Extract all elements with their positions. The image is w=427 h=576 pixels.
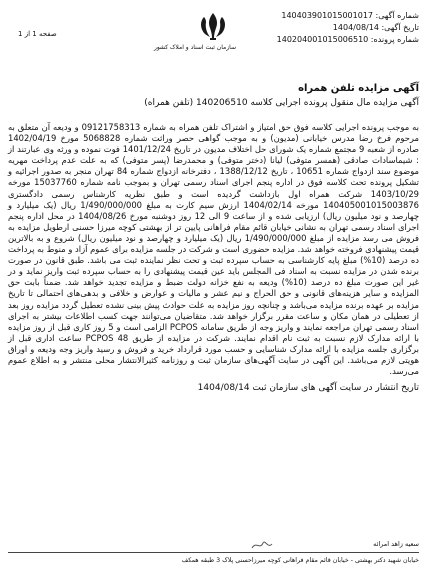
notice-title: آگهی مزایده تلفن همراه <box>298 83 419 94</box>
signer-name: سعیه زاهد امرائه <box>373 540 419 548</box>
emblem-block <box>153 10 236 54</box>
notice-date: تاریخ آگهی: 1404/08/14 <box>332 23 419 32</box>
publish-date: تاریخ انتشار در سایت آگهی های سازمان ثبت 1404/08/14 <box>197 383 419 393</box>
notice-body: به موجب پرونده اجرایی کلاسه فوق حق امتیاز و اشتراک تلفن همراه به شماره 09121758313 و ودیعه آن متعلق به مرحوم فرخ رضا مدرس خیابانی (مدیون) و به موجب گواهی حصر وراثت شماره 5068828 مورخ 1402/04/19 صادره از شعبه 9 مجتمع شماره یک شورای حل اختلاف مدیون در تاریخ 1401/12/24 فوت نموده و ورثه وی عبارتند از : شیماسادات صادقی (همسر متوفی) لیانا (دختر متوفی) و محمدرضا (پسر متوفی) که به علت عدم پرداخت مهریه موضوع سند ازدواج شماره 10651 ، تاریخ 1388/12/12 ، دفترخانه ازدواج شماره 84 تهران منجر به صدور اجرائیه و تشکیل پرونده تحت کلاسه فوق در اداره پنجم اجرای اسناد رسمی تهران و بموجب نامه شماره 15037760 مورخه 1403/10/29 شرکت همراه اول بازداشت گردیده است و طبق نظریه کارشناس رسمی دادگستری 140405001015003876 مورخه 1404/02/14 ارزش سیم کارت به مبلغ 1/490/000/000 ریال (یک میلیارد و چهارصد و نود میلیون ریال) ارزیابی شده و از ساعت 9 الی 12 روز دوشنبه مورخ 1404/08/26 در محل اداره پنجم اجرای اسناد رسمی تهران به نشانی خیابان قائم مقام فراهانی پایین تر از بهشتی کوچه میرزا حسنی ارطویل مزایده به فروش می رسد مزایده از مبلغ 1/490/000/000 ریال (یک میلیارد و چهارصد و نود میلیون ریال) شروع و به بالاترین قیمت پیشنهادی فروخته خواهد شد. مزایده حضوری است و شرکت در جلسه مزایده برای عموم آزاد و منوط به پرداخت ده درصد (10%) مبلغ پایه کارشناسی به حساب سپرده ثبت و تحت نظر نماینده ثبت می باشد. طبق قانون در صورت برنده شدن در مزایده نسبت به اسناد فی المجلس باید عین قیمت پیشنهادی را به حساب سپرده ثبت واریز نماید و در غیر این صورت مبلغ ده درصد (10%) ودیعه به نفع خزانه دولت ضبط و مزایده تجدید خواهد شد. ضمناً بابت حق المزایده و سایر هزینه‌های قانونی و حق الحراج و نیم عشر و مالیات و عوارض و خلافی و بدهی‌های احتمالی تا تاریخ مزایده بر عهده برنده مزایده می‌باشد و چنانچه روز مزایده به علت حوادث پیش بینی نشده تعطیل گردد مزایده روز بعد از تعطیلی در همان مکان و ساعت مقرر برگزار خواهد شد. متقاضیان می‌توانند جهت کسب اطلاعات بیشتر به اجرای اسناد رسمی تهران مراجعه نمایند و واریز وجه از طریق سامانه PCPOS الزامی است و 5 روز کاری قبل از روز مزایده با ارائه مدارک لازم نسبت به ثبت نام اقدام نمایند. شرکت در مزایده از طریق 48 PCPOS ساعت اداری قبل از برگزاری جلسه مزایده با ارائه مدارک شناسایی و حسب مورد قرارداد خرید و فروش و رسید واریز وجه ودیعه و اوراق هویتی لازم می‌باشد. این آگهی در سایت آگهی‌های سازمان ثبت و روزنامه کثیرالانتشار محلی منتشر و به اطلاع عموم می‌رسد. <box>8 122 420 377</box>
notice-number: شماره آگهی: 140403901015001017 <box>281 11 419 20</box>
page-indicator: صفحه 1 از 1 <box>18 30 57 38</box>
office-address: خیابان شهید دکتر بهشتی - خیابان قائم مقام فراهانی کوچه میرزاحسنی پلاک 3 طبقه همکف <box>181 557 419 564</box>
case-number: شماره پرونده: 140204001015006510 <box>276 35 419 44</box>
notice-subtitle: آگهی مزایده مال منقول پرونده اجرایی کلاسه 140206510 (تلفن همراه) <box>144 98 419 108</box>
footer-divider <box>8 552 419 553</box>
stamp-icon <box>250 538 274 552</box>
org-name: سازمان ثبت اسناد و املاک کشور <box>153 44 236 51</box>
notice-meta <box>269 10 419 46</box>
iran-emblem-icon <box>190 10 236 44</box>
